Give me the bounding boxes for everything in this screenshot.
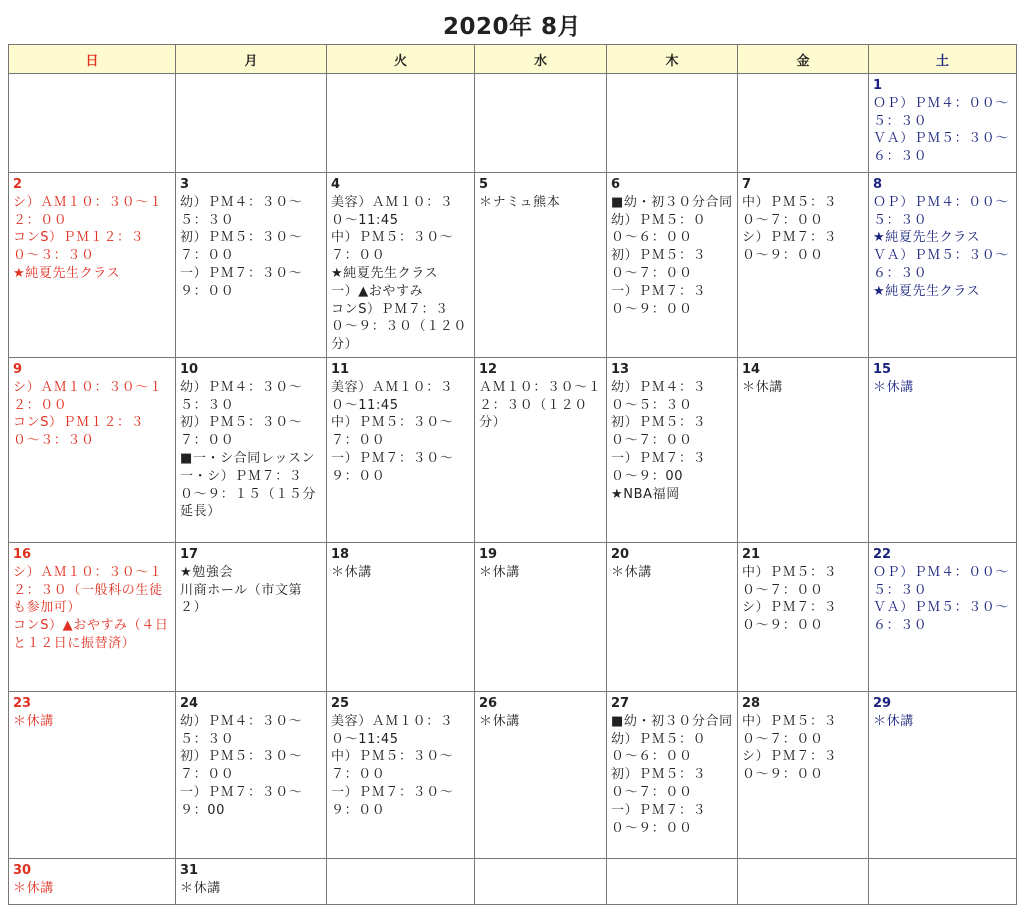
day-number: 10 <box>180 362 199 377</box>
day-number: 11 <box>331 362 350 377</box>
week-row <box>9 543 1017 692</box>
schedule-entry: ★純夏先生クラス <box>873 283 981 299</box>
week-row <box>9 173 1017 358</box>
empty-day-cell <box>738 859 869 905</box>
day-cell-12[interactable] <box>475 358 607 543</box>
week-row <box>9 692 1017 859</box>
day-number: 1 <box>873 78 883 93</box>
empty-day-cell <box>738 74 869 173</box>
day-cell-13[interactable] <box>607 358 738 543</box>
schedule-entry: シ）ＰＭ７：３０〜９：００ <box>742 749 838 783</box>
schedule-entry: 幼）ＰＭ４：３０〜５：３０ <box>180 713 303 747</box>
day-cell-20[interactable] <box>607 543 738 692</box>
schedule-entry: コンS）ＰＭ１２：３０〜３：３０ <box>13 230 145 264</box>
schedule-entry: 一・シ）ＰＭ７：３０〜９：１５（１５分延長） <box>180 468 317 520</box>
schedule-entry: シ）ＰＭ７：３０〜９：００ <box>742 600 838 634</box>
day-cell-4[interactable] <box>327 173 475 358</box>
day-number: 14 <box>742 362 761 377</box>
schedule-entry: ＊休講 <box>331 564 372 580</box>
day-number: 19 <box>479 547 498 562</box>
day-cell-23[interactable] <box>9 692 176 859</box>
schedule-entry: 幼）ＰＭ４：３０〜５：３０ <box>611 379 707 413</box>
schedule-entry: 初）ＰＭ５：３０〜７：００ <box>611 767 707 800</box>
schedule-entry: シ）ＡＭ１０：３０〜１２：００ <box>13 379 163 413</box>
day-number: 8 <box>873 177 883 192</box>
schedule-entry: 初）ＰＭ５：３０〜７：００ <box>611 248 707 281</box>
schedule-entry: 初）ＰＭ５：３０〜７：００ <box>611 415 707 449</box>
day-cell-14[interactable] <box>738 358 869 543</box>
schedule-entry: ＊休講 <box>180 880 221 896</box>
day-number: 6 <box>611 177 621 192</box>
day-number: 26 <box>479 696 498 711</box>
day-cell-9[interactable] <box>9 358 176 543</box>
schedule-entry: 一）ＰＭ７：３０〜９：００ <box>611 283 707 317</box>
schedule-entry: 初）ＰＭ５：３０〜７：００ <box>180 749 303 783</box>
weekday-header-sat: 土 <box>869 45 1017 74</box>
schedule-entry: 美容）ＡＭ１０：３０〜11:45 <box>331 379 454 413</box>
empty-day-cell <box>9 74 176 173</box>
day-number: 31 <box>180 863 199 878</box>
schedule-entry: 中）ＰＭ５：３０〜７：００ <box>331 749 454 783</box>
schedule-entry: ■幼・初３０分合同 <box>611 713 733 729</box>
schedule-entry: ＊休講 <box>13 713 54 729</box>
schedule-entry: ＡＭ１０：３０〜１２：３０（１２０分） <box>479 379 602 431</box>
empty-day-cell <box>869 859 1017 905</box>
schedule-entry: 一）ＰＭ７：３０〜９：００ <box>331 784 454 818</box>
day-number: 23 <box>13 696 32 711</box>
schedule-entry: ★純夏先生クラス <box>13 265 121 281</box>
calendar-title: 2020年 8月 <box>442 14 582 40</box>
schedule-entry: コンS）▲おやすみ（４日と１２日に振替済） <box>13 618 169 651</box>
schedule-entry: シ）ＡＭ１０：３０〜１２：００ <box>13 194 163 228</box>
day-number: 22 <box>873 547 892 562</box>
weekday-header-row <box>9 45 1017 74</box>
day-cell-7[interactable] <box>738 173 869 358</box>
day-cell-19[interactable] <box>475 543 607 692</box>
week-row <box>9 859 1017 905</box>
day-number: 24 <box>180 696 199 711</box>
day-number: 3 <box>180 177 190 192</box>
schedule-entry: 中）ＰＭ５：３０〜７：００ <box>331 230 454 264</box>
schedule-entry: 美容）ＡＭ１０：３０〜11:45 <box>331 194 454 228</box>
day-cell-29[interactable] <box>869 692 1017 859</box>
day-cell-5[interactable] <box>475 173 607 358</box>
empty-day-cell <box>475 859 607 905</box>
day-cell-30[interactable] <box>9 859 176 905</box>
schedule-entry: 幼）ＰＭ５：００〜６：００ <box>611 731 707 765</box>
schedule-entry: ＶＡ）ＰＭ５：３０〜６：３０ <box>873 248 1010 281</box>
schedule-entry: 一）ＰＭ７：３０〜９：00 <box>180 784 303 818</box>
day-number: 12 <box>479 362 498 377</box>
day-cell-6[interactable] <box>607 173 738 358</box>
schedule-entry: 中）ＰＭ５：３０〜７：００ <box>742 564 838 598</box>
schedule-entry: 一）▲おやすみ <box>331 283 424 299</box>
schedule-entry: コンS）ＰＭ１２：３０〜３：３０ <box>13 415 145 449</box>
empty-day-cell <box>607 74 738 173</box>
schedule-entry: ★NBA福岡 <box>611 486 680 502</box>
schedule-entry: ★純夏先生クラス <box>873 230 981 246</box>
empty-day-cell <box>327 859 475 905</box>
schedule-entry: 一）ＰＭ７：３０〜９：００ <box>331 450 454 484</box>
day-cell-11[interactable] <box>327 358 475 543</box>
schedule-entry: 幼）ＰＭ５：００〜６：００ <box>611 212 707 246</box>
schedule-entry: 中）ＰＭ５：３０〜７：００ <box>331 415 454 449</box>
weekday-header-tue: 火 <box>327 45 475 74</box>
schedule-entry: ＊休講 <box>479 713 520 729</box>
day-cell-18[interactable] <box>327 543 475 692</box>
empty-day-cell <box>607 859 738 905</box>
day-number: 29 <box>873 696 892 711</box>
day-number: 18 <box>331 547 350 562</box>
weekday-header-sun: 日 <box>9 45 176 74</box>
day-cell-8[interactable] <box>869 173 1017 358</box>
schedule-entry: 初）ＰＭ５：３０〜７：００ <box>180 415 303 449</box>
day-cell-17[interactable] <box>176 543 327 692</box>
schedule-entry: 美容）ＡＭ１０：３０〜11:45 <box>331 713 454 747</box>
day-cell-24[interactable] <box>176 692 327 859</box>
day-number: 9 <box>13 362 23 377</box>
schedule-entry: ■一・シ合同レッスン <box>180 450 316 466</box>
empty-day-cell <box>327 74 475 173</box>
day-number: 15 <box>873 362 892 377</box>
day-cell-3[interactable] <box>176 173 327 358</box>
schedule-entry: ＊休講 <box>873 713 914 729</box>
schedule-entry: 中）ＰＭ５：３０〜７：００ <box>742 194 838 228</box>
empty-day-cell <box>475 74 607 173</box>
schedule-entry: ＶＡ）ＰＭ５：３０〜６：３０ <box>873 600 1010 634</box>
day-cell-16[interactable] <box>9 543 176 692</box>
schedule-entry: 中）ＰＭ５：３０〜７：００ <box>742 713 838 747</box>
week-row <box>9 74 1017 173</box>
week-row <box>9 358 1017 543</box>
day-number: 20 <box>611 547 630 562</box>
empty-day-cell <box>176 74 327 173</box>
schedule-entry: 一）ＰＭ７：３０〜９：00 <box>611 450 707 484</box>
schedule-entry: シ）ＰＭ７：３０〜９：００ <box>742 230 838 264</box>
schedule-entry: 初）ＰＭ５：３０〜７：００ <box>180 230 303 264</box>
day-cell-1[interactable] <box>869 74 1017 173</box>
day-number: 21 <box>742 547 761 562</box>
day-number: 25 <box>331 696 350 711</box>
schedule-entry: ★勉強会 <box>180 564 234 580</box>
schedule-entry: ＯＰ）ＰＭ４：００〜５：３０ <box>873 95 1010 129</box>
schedule-entry: 一）ＰＭ７：３０〜９：００ <box>180 265 303 299</box>
day-number: 16 <box>13 547 32 562</box>
day-cell-15[interactable] <box>869 358 1017 543</box>
schedule-entry: 川商ホール（市文第２） <box>180 582 303 616</box>
schedule-entry: 一）ＰＭ７：３０〜９：００ <box>611 802 707 836</box>
schedule-entry: ■幼・初３０分合同 <box>611 194 733 210</box>
schedule-entry: 幼）ＰＭ４：３０〜５：３０ <box>180 379 303 413</box>
weekday-header-mon: 月 <box>176 45 327 74</box>
weekday-header-fri: 金 <box>738 45 869 74</box>
day-cell-28[interactable] <box>738 692 869 859</box>
schedule-entry: ＯＰ）ＰＭ４：００〜５：３０ <box>873 564 1010 598</box>
day-cell-27[interactable] <box>607 692 738 859</box>
day-number: 27 <box>611 696 630 711</box>
schedule-entry: ＶＡ）ＰＭ５：３０〜６：３０ <box>873 131 1010 165</box>
calendar-grid <box>8 44 1017 905</box>
day-number: 17 <box>180 547 199 562</box>
schedule-entry: シ）ＡＭ１０：３０〜１２：３０（一般科の生徒も参加可） <box>13 564 163 616</box>
day-cell-2[interactable] <box>9 173 176 358</box>
day-cell-25[interactable] <box>327 692 475 859</box>
schedule-entry: ＊休講 <box>611 564 652 580</box>
day-cell-10[interactable] <box>176 358 327 543</box>
schedule-entry: ＊休講 <box>479 564 520 580</box>
schedule-entry: ★純夏先生クラス <box>331 265 439 281</box>
day-cell-26[interactable] <box>475 692 607 859</box>
schedule-entry: ＊休講 <box>742 379 783 395</box>
day-cell-22[interactable] <box>869 543 1017 692</box>
schedule-entry: コンS）ＰＭ７：３０〜９：３０（１２０分） <box>331 301 468 353</box>
schedule-entry: ＊ナミュ熊本 <box>479 194 561 210</box>
day-number: 28 <box>742 696 761 711</box>
weekday-header-wed: 水 <box>475 45 607 74</box>
schedule-entry: ＯＰ）ＰＭ４：００〜５：３０ <box>873 194 1010 228</box>
day-number: 30 <box>13 863 32 878</box>
day-number: 4 <box>331 177 341 192</box>
weekday-header-thu: 木 <box>607 45 738 74</box>
day-cell-21[interactable] <box>738 543 869 692</box>
schedule-entry: 幼）ＰＭ４：３０〜５：３０ <box>180 194 303 228</box>
day-number: 13 <box>611 362 630 377</box>
day-number: 2 <box>13 177 23 192</box>
day-number: 5 <box>479 177 489 192</box>
day-number: 7 <box>742 177 752 192</box>
day-cell-31[interactable] <box>176 859 327 905</box>
schedule-entry: ＊休講 <box>873 379 914 395</box>
schedule-entry: ＊休講 <box>13 880 54 896</box>
